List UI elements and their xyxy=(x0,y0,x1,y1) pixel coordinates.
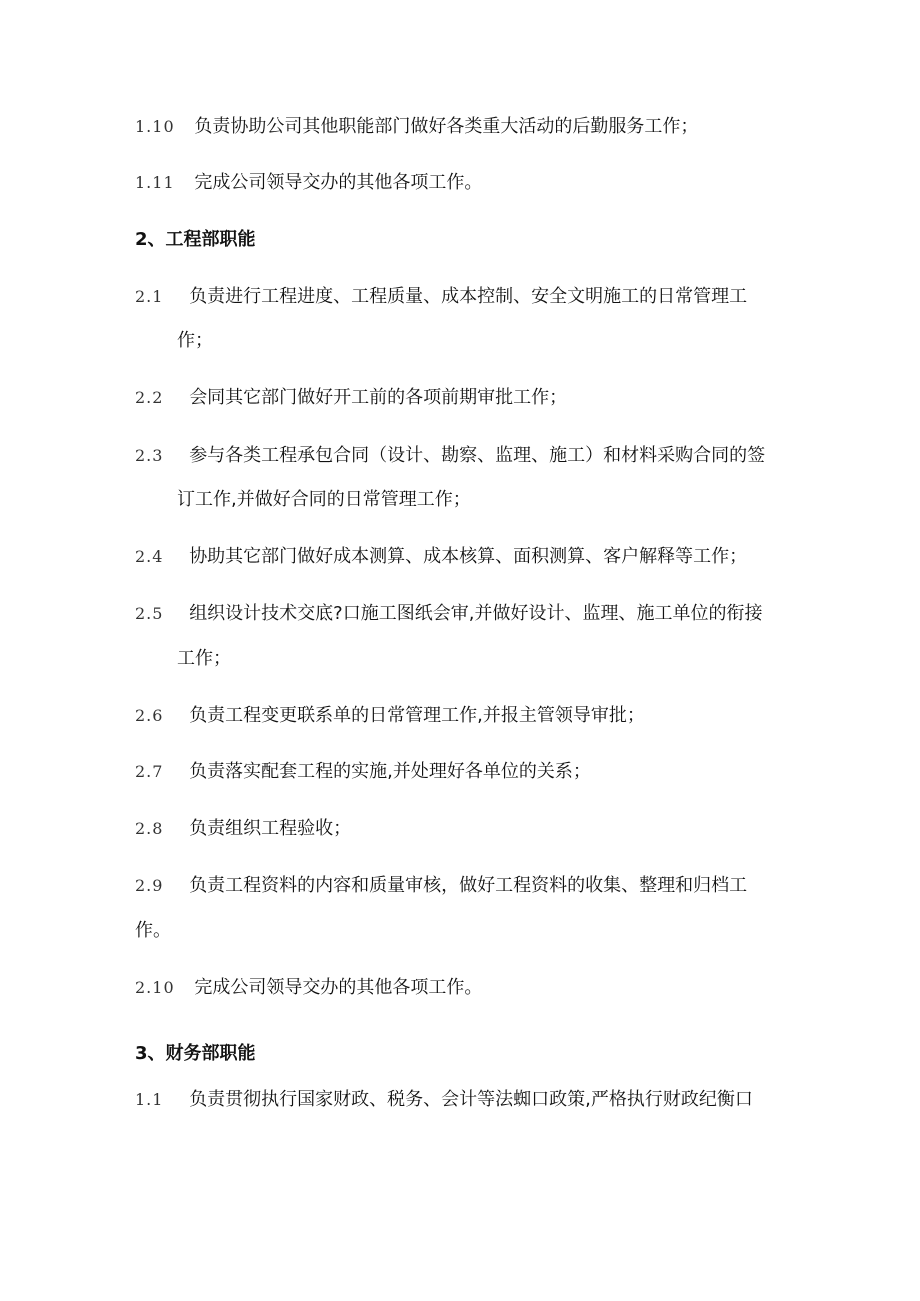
item-text: 负责组织工程验收； xyxy=(189,818,352,839)
item-number: 2.7 xyxy=(135,762,164,781)
item-number: 2.5 xyxy=(135,604,164,623)
item-number: 2.8 xyxy=(135,819,164,838)
item-text: 负责贯彻执行国家财政、税务、会计等法蜘口政策,严格执行财政纪衡口 xyxy=(189,1089,753,1110)
list-item xyxy=(135,286,747,308)
list-item xyxy=(135,977,482,999)
item-number: 2.10 xyxy=(135,978,175,997)
list-item xyxy=(135,546,747,568)
item-number: 2.1 xyxy=(135,287,164,306)
item-number: 1.11 xyxy=(135,173,175,192)
item-text: 组织设计技术交底?口施工图纸会审,并做好设计、监理、施工单位的衔接 xyxy=(189,603,763,624)
item-text: 负责协助公司其他职能部门做好各类重大活动的后勤服务工作； xyxy=(194,116,699,137)
list-item xyxy=(135,387,567,409)
list-item xyxy=(135,1089,753,1111)
item-text: 负责工程资料的内容和质量审核，做好工程资料的收集、整理和归档工 xyxy=(189,875,748,896)
item-text: 负责工程变更联系单的日常管理工作,并报主管领导审批； xyxy=(189,705,645,726)
item-text-continuation: 订工作,并做好合同的日常管理工作； xyxy=(177,489,471,510)
list-item xyxy=(135,705,645,727)
list-item xyxy=(135,172,482,194)
item-text: 负责落实配套工程的实施,并处理好各单位的关系； xyxy=(189,761,591,782)
list-item xyxy=(135,445,765,467)
list-item xyxy=(135,875,747,897)
item-text: 负责进行工程进度、工程质量、成本控制、安全文明施工的日常管理工 xyxy=(189,286,748,307)
section-heading: 2、工程部职能 xyxy=(135,229,256,250)
item-text: 会同其它部门做好开工前的各项前期审批工作； xyxy=(189,387,568,408)
list-item xyxy=(135,818,351,840)
section-heading: 3、财务部职能 xyxy=(135,1043,256,1064)
item-text: 完成公司领导交办的其他各项工作。 xyxy=(194,172,483,193)
item-number: 2.4 xyxy=(135,547,164,566)
item-text: 参与各类工程承包合同（设计、勘察、监理、施工）和材料采购合同的签 xyxy=(189,445,766,466)
item-number: 2.6 xyxy=(135,706,164,725)
list-item xyxy=(135,761,591,783)
list-item xyxy=(135,603,762,625)
item-text-continuation: 工作； xyxy=(177,648,231,669)
item-number: 1.10 xyxy=(135,117,175,136)
item-text-continuation: 作； xyxy=(177,330,213,351)
item-text-continuation: 作。 xyxy=(135,920,171,941)
list-item xyxy=(135,116,698,138)
item-text: 完成公司领导交办的其他各项工作。 xyxy=(194,977,483,998)
item-number: 2.9 xyxy=(135,876,164,895)
item-number: 2.2 xyxy=(135,388,164,407)
item-text: 协助其它部门做好成本测算、成本核算、面积测算、客户解释等工作； xyxy=(189,546,748,567)
item-number: 1.1 xyxy=(135,1090,164,1109)
item-number: 2.3 xyxy=(135,446,164,465)
